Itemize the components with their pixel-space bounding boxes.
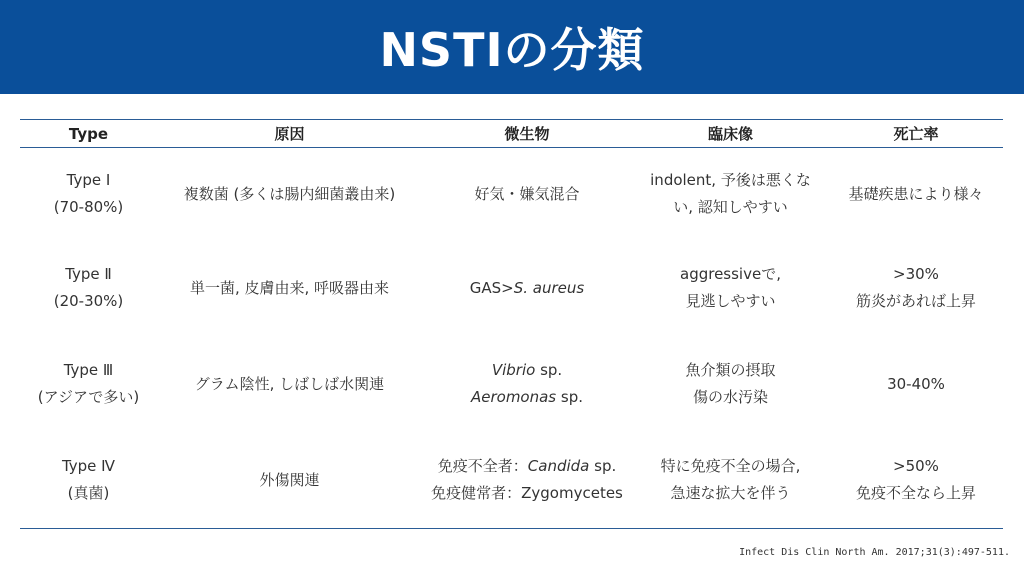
slide-title: NSTIの分類: [379, 23, 645, 77]
cell-clinical: [632, 240, 829, 336]
cell-line: 特に免疫不全の場合,: [660, 457, 801, 475]
cell-clinical: [632, 336, 829, 432]
cell-line: い, 認知しやすい: [673, 198, 788, 216]
cell-line: 魚介類の摂取: [685, 361, 776, 379]
table-row: [20, 148, 1003, 241]
cell-type: [20, 336, 157, 432]
cell-line: 急速な拡大を伴う: [670, 484, 791, 502]
italic-organism-name: Candida: [527, 457, 590, 475]
cell-line: [426, 357, 628, 384]
cell-line: [426, 453, 628, 480]
cell-microbe: [422, 432, 632, 529]
classification-table-wrapper: [20, 119, 1003, 529]
table-row: [20, 240, 1003, 336]
cell-clinical: [632, 148, 829, 241]
cell-line: 免疫健常者：Zygomycetes: [431, 484, 623, 502]
table-row: [20, 432, 1003, 529]
citation: Infect Dis Clin North Am. 2017;31(3):497-511.: [739, 547, 1010, 558]
title-bar: [0, 0, 1024, 94]
cell-line: 免疫不全なら上昇: [855, 484, 976, 502]
cell-line: Type Ⅰ: [66, 171, 111, 189]
cell-cause: [157, 432, 422, 529]
header-cause: 原因: [157, 120, 422, 148]
cell-cause: [157, 336, 422, 432]
text-suffix: sp.: [589, 457, 617, 475]
italic-organism-name: S. aureus: [513, 278, 585, 297]
header-row: [20, 120, 1003, 148]
cell-line: aggressiveで,: [680, 265, 781, 283]
cell-line: グラム陰性, しばしば水関連: [194, 374, 385, 393]
cell-line: (20-30%): [53, 292, 124, 310]
cell-line: Type Ⅳ: [61, 457, 116, 475]
header-mortality: 死亡率: [829, 120, 1003, 148]
cell-line: 傷の水汚染: [692, 388, 768, 406]
cell-microbe: [422, 336, 632, 432]
text-suffix: sp.: [556, 388, 583, 406]
cell-line: [426, 275, 628, 302]
cell-line: 外傷関連: [259, 470, 320, 489]
cell-mortality: [829, 148, 1003, 241]
cell-type: [20, 432, 157, 529]
cell-mortality: [829, 432, 1003, 529]
cell-line: [426, 384, 628, 411]
cell-mortality: [829, 336, 1003, 432]
italic-organism-name: Vibrio: [491, 361, 536, 379]
cell-line: 複数菌 (多くは腸内細菌叢由来): [183, 184, 396, 203]
header-microbe: 微生物: [422, 120, 632, 148]
cell-line: Type Ⅱ: [65, 265, 112, 283]
table-row: [20, 336, 1003, 432]
cell-line: (真菌): [67, 484, 110, 502]
cell-cause: [157, 148, 422, 241]
cell-line: >50%: [893, 457, 939, 475]
cell-line: Type Ⅲ: [63, 361, 114, 379]
cell-line: 基礎疾患により様々: [848, 184, 984, 203]
cell-line: 好気・嫌気混合: [474, 184, 580, 203]
cell-line: 筋炎があれば上昇: [855, 292, 976, 310]
header-clinical: 臨床像: [632, 120, 829, 148]
text-prefix: 免疫不全者：: [437, 457, 528, 475]
table-body: [20, 148, 1003, 529]
cell-line: 見逃しやすい: [685, 292, 776, 310]
cell-line: >30%: [893, 265, 939, 283]
cell-mortality: [829, 240, 1003, 336]
cell-microbe: [422, 240, 632, 336]
table-header: [20, 120, 1003, 148]
header-type: Type: [20, 120, 157, 148]
cell-line: 単一菌, 皮膚由来, 呼吸器由来: [189, 278, 390, 297]
text-prefix: GAS>: [469, 278, 514, 297]
cell-microbe: [422, 148, 632, 241]
cell-type: [20, 240, 157, 336]
cell-line: indolent, 予後は悪くな: [650, 171, 811, 189]
cell-line: (アジアで多い): [37, 388, 140, 406]
cell-cause: [157, 240, 422, 336]
cell-line: (70-80%): [53, 198, 124, 216]
classification-table: [20, 119, 1003, 529]
italic-organism-name: Aeromonas: [470, 388, 557, 406]
cell-type: [20, 148, 157, 241]
cell-clinical: [632, 432, 829, 529]
text-suffix: sp.: [535, 361, 563, 379]
cell-line: 30-40%: [887, 374, 945, 393]
